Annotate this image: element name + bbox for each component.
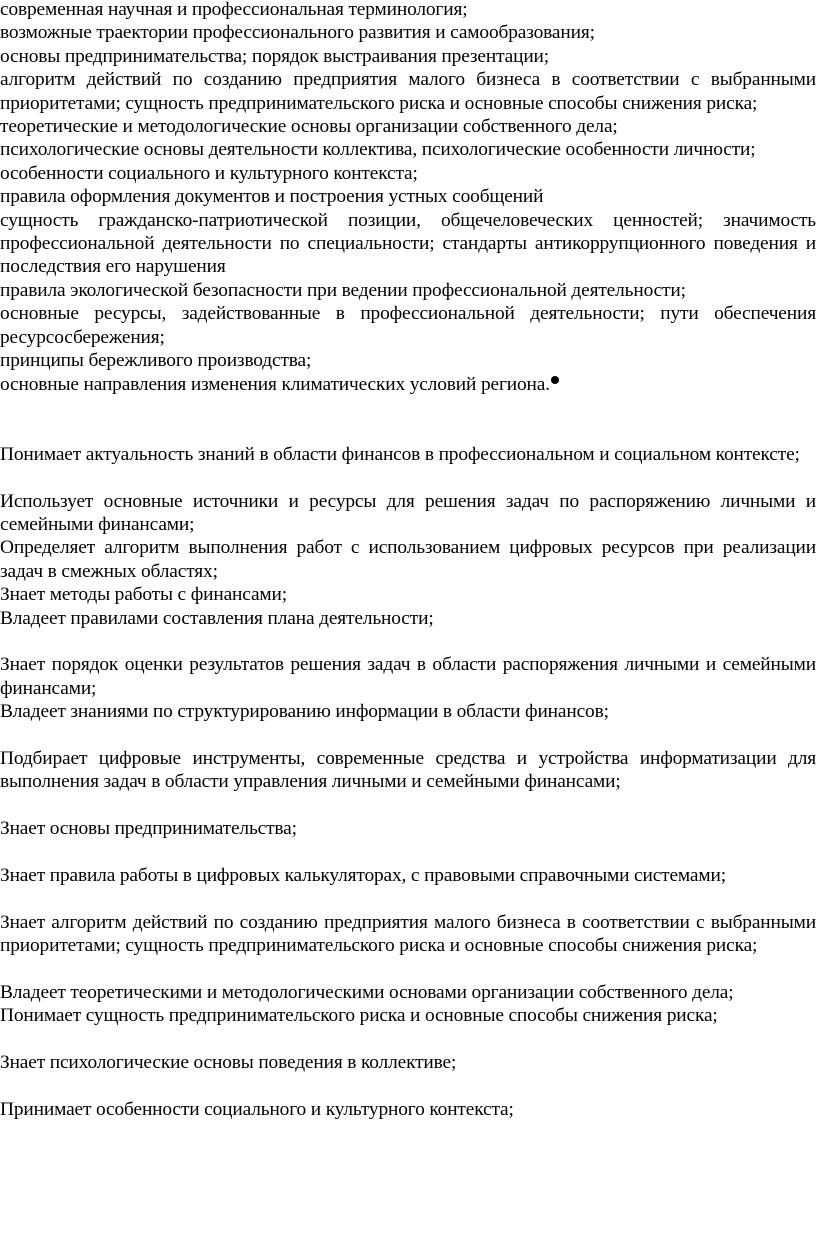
list-item: современная научная и профессиональная терминология;	[0, 0, 468, 20]
list-item: правила экологической безопасности при ведении профессиональной деятельности;	[0, 279, 686, 301]
list-item: правила оформления документов и построения устных сообщений	[0, 186, 544, 208]
list-item: основные ресурсы, задействованные в профессиональной деятельности; пути обеспечения ресурсосбережения;	[0, 303, 816, 348]
result-item: Подбирает цифровые инструменты, современные средства и устройства информатизации для выполнения задач в области управления личными и семейными финансами;	[0, 747, 816, 793]
result-item: Использует основные источники и ресурсы для решения задач по распоряжению личными и семейными финансами;	[0, 490, 816, 535]
list-item: алгоритм действий по созданию предприятия малого бизнеса в соответствии с выбранными приоритетами; сущность предпринимательского риска и основные способы снижения риска;	[0, 69, 816, 114]
list-item: особенности социального и культурного контекста;	[0, 162, 418, 184]
spacer	[0, 630, 816, 653]
spacer	[0, 794, 816, 817]
result-item: Знает порядок оценки результатов решения задач в области распоряжения личными и семейными финансами;	[0, 654, 816, 699]
result-item: Знает алгоритм действий по созданию предприятия малого бизнеса в соответствии с выбранными приоритетами; сущность предпринимательского риска и основные способы снижения риска;	[0, 911, 816, 957]
list-item: сущность гражданско-патриотической позиции, общечеловеческих ценностей; значимость профессиональной деятельности по специальности; стандарты антикоррупционного поведения и последствия его нарушения	[0, 209, 816, 278]
spacer	[0, 724, 816, 747]
list-item-text: основные направления изменения климатических условий региона.	[0, 373, 550, 395]
result-item: Владеет теоретическими и методологическими основами организации собственного дела;	[0, 981, 734, 1003]
spacer	[0, 1075, 816, 1098]
spacer	[0, 958, 816, 981]
result-item: Знает психологические основы поведения в коллективе;	[0, 1052, 457, 1074]
result-item: Владеет знаниями по структурированию информации в области финансов;	[0, 701, 609, 723]
result-item: Определяет алгоритм выполнения работ с использованием цифровых ресурсов при реализации задач в смежных областях;	[0, 537, 816, 582]
result-item: Знает основы предпринимательства;	[0, 818, 297, 840]
result-item: Владеет правилами составления плана деятельности;	[0, 607, 434, 629]
list-item: психологические основы деятельности коллектива, психологические особенности личности;	[0, 139, 756, 161]
list-item-last	[0, 373, 816, 396]
list-item: основы предпринимательства; порядок выстраивания презентации;	[0, 45, 550, 67]
result-item: Понимает сущность предпринимательского риска и основные способы снижения риска;	[0, 1005, 718, 1027]
spacer	[0, 887, 816, 910]
spacer	[0, 396, 816, 443]
spacer	[0, 841, 816, 864]
spacer	[0, 466, 816, 489]
result-item: Принимает особенности социального и культурного контекста;	[0, 1098, 514, 1120]
result-item: Знает методы работы с финансами;	[0, 584, 287, 606]
list-item: возможные траектории профессионального развития и самообразования;	[0, 22, 595, 44]
spacer	[0, 1028, 816, 1051]
result-item: Понимает актуальность знаний в области финансов в профессиональном и социальном контексте;	[0, 443, 800, 465]
bullet-dot-icon	[551, 376, 559, 384]
list-item: принципы бережливого производства;	[0, 350, 312, 372]
result-item: Знает правила работы в цифровых калькуляторах, с правовыми справочными системами;	[0, 864, 726, 886]
list-item: теоретические и методологические основы организации собственного дела;	[0, 116, 618, 138]
